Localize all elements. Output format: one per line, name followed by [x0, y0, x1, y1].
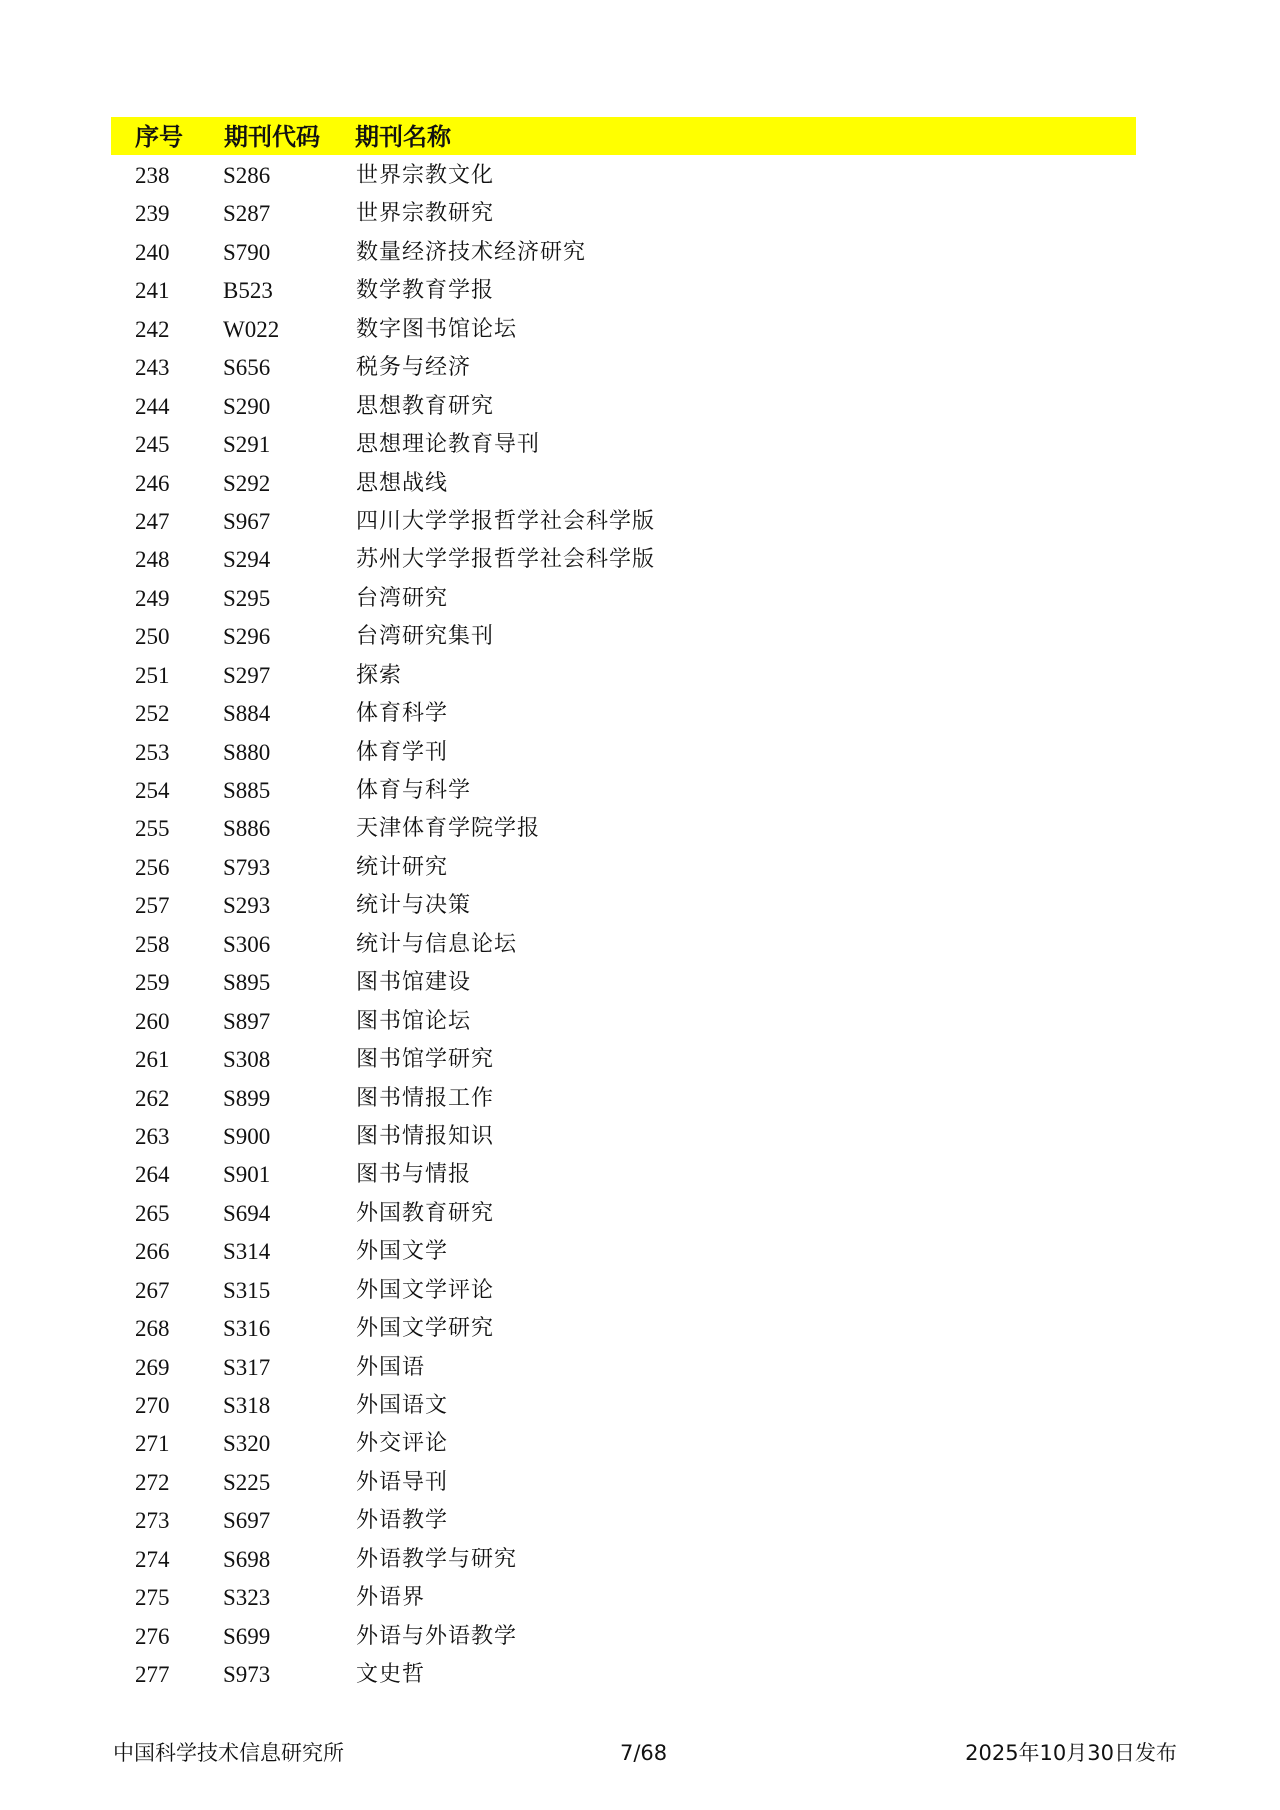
row-seq: 254	[135, 778, 170, 803]
row-code: S315	[223, 1277, 271, 1303]
row-seq: 243	[135, 355, 170, 381]
table-row	[111, 887, 1136, 925]
row-name: 图书情报工作	[356, 1085, 495, 1111]
row-name: 探索	[356, 662, 403, 688]
row-seq: 253	[135, 739, 170, 765]
table-row	[111, 1387, 1136, 1425]
row-seq: 257	[135, 893, 170, 919]
row-code: S884	[223, 701, 271, 727]
table-row	[111, 926, 1136, 964]
row-code: S286	[223, 163, 271, 188]
row-seq: 262	[135, 1085, 170, 1111]
row-name: 思想战线	[356, 470, 449, 496]
row-seq: 249	[135, 585, 170, 611]
table-row	[111, 580, 1136, 618]
row-name: 外国语文	[356, 1393, 449, 1418]
row-name: 外国语	[356, 1354, 426, 1380]
row-code: S293	[223, 893, 271, 919]
row-name: 数量经济技术经济研究	[356, 239, 587, 265]
row-name: 世界宗教文化	[356, 163, 495, 188]
row-seq: 241	[135, 278, 170, 304]
row-name: 统计与信息论坛	[356, 931, 518, 957]
row-seq: 261	[135, 1047, 170, 1073]
row-seq: 276	[135, 1623, 170, 1649]
row-seq: 240	[135, 239, 170, 265]
row-name: 数字图书馆论坛	[356, 316, 518, 342]
table-row	[111, 772, 1136, 810]
row-code: S699	[223, 1623, 271, 1649]
row-seq: 244	[135, 393, 170, 419]
row-name: 图书馆论坛	[356, 1008, 472, 1034]
row-seq: 247	[135, 508, 170, 534]
row-seq: 277	[135, 1662, 170, 1688]
table-row	[111, 1425, 1136, 1463]
table-row	[111, 1156, 1136, 1194]
table-row	[111, 388, 1136, 426]
row-code: S967	[223, 508, 271, 534]
row-code: S899	[223, 1085, 271, 1111]
table-row	[111, 234, 1136, 272]
row-name: 苏州大学学报哲学社会科学版	[356, 547, 656, 573]
row-code: S294	[223, 547, 271, 573]
row-name: 图书情报知识	[356, 1123, 495, 1149]
row-code: S973	[223, 1662, 271, 1688]
table-row	[111, 618, 1136, 656]
row-code: S790	[223, 239, 271, 265]
row-code: S306	[223, 931, 271, 957]
row-name: 四川大学学报哲学社会科学版	[356, 508, 656, 534]
row-seq: 273	[135, 1508, 170, 1534]
row-seq: 266	[135, 1239, 170, 1265]
table-row	[111, 465, 1136, 503]
row-code: S895	[223, 970, 271, 996]
row-seq: 259	[135, 970, 170, 996]
row-code: S225	[223, 1469, 271, 1495]
table-row	[111, 272, 1136, 310]
row-code: S697	[223, 1508, 271, 1534]
row-code: B523	[223, 278, 273, 304]
row-seq: 270	[135, 1393, 170, 1418]
row-seq: 274	[135, 1546, 170, 1572]
row-seq: 275	[135, 1585, 170, 1611]
row-name: 体育科学	[356, 701, 449, 727]
row-code: S793	[223, 854, 271, 880]
row-seq: 252	[135, 701, 170, 727]
row-name: 图书与情报	[356, 1162, 472, 1188]
row-code: S316	[223, 1316, 271, 1342]
row-code: S900	[223, 1123, 271, 1149]
row-code: S292	[223, 470, 271, 496]
row-name: 台湾研究集刊	[356, 624, 495, 650]
row-code: S317	[223, 1354, 271, 1380]
table-row	[111, 1349, 1136, 1387]
table-row	[111, 1195, 1136, 1233]
row-code: S886	[223, 816, 271, 842]
row-seq: 248	[135, 547, 170, 573]
row-code: S880	[223, 739, 271, 765]
row-code: S323	[223, 1585, 271, 1611]
row-seq: 245	[135, 432, 170, 458]
row-name: 外国教育研究	[356, 1200, 495, 1226]
row-seq: 269	[135, 1354, 170, 1380]
table-row	[111, 311, 1136, 349]
table-row	[111, 1310, 1136, 1348]
table-row	[111, 1656, 1136, 1694]
table-row	[111, 426, 1136, 464]
row-code: S296	[223, 624, 271, 650]
row-seq: 260	[135, 1008, 170, 1034]
row-seq: 239	[135, 201, 170, 227]
table-row	[111, 157, 1136, 195]
row-seq: 246	[135, 470, 170, 496]
row-name: 外国文学研究	[356, 1316, 495, 1342]
row-code: S295	[223, 585, 271, 611]
footer-publish-date: 2025年10月30日发布	[965, 1741, 1177, 1765]
table-row	[111, 1618, 1136, 1656]
footer-page-number: 7/68	[620, 1741, 668, 1765]
table-row	[111, 1233, 1136, 1271]
table-row	[111, 964, 1136, 1002]
table-row	[111, 195, 1136, 233]
row-code: S287	[223, 201, 271, 227]
table-row	[111, 1118, 1136, 1156]
table-row	[111, 849, 1136, 887]
row-name: 外交评论	[356, 1431, 449, 1457]
row-name: 外语教学	[356, 1508, 449, 1534]
row-seq: 258	[135, 931, 170, 957]
row-name: 图书馆建设	[356, 970, 472, 996]
row-seq: 263	[135, 1123, 170, 1149]
table-row	[111, 541, 1136, 579]
row-seq: 256	[135, 854, 170, 880]
row-seq: 242	[135, 316, 170, 342]
row-code: S308	[223, 1047, 271, 1073]
row-name: 外语界	[356, 1585, 426, 1611]
table-row	[111, 1502, 1136, 1540]
row-name: 数学教育学报	[356, 278, 495, 304]
table-row	[111, 810, 1136, 848]
table-row	[111, 349, 1136, 387]
row-name: 思想理论教育导刊	[356, 432, 541, 458]
row-code: S694	[223, 1200, 271, 1226]
journal-table-body	[111, 157, 1136, 1695]
row-code: S297	[223, 662, 271, 688]
row-seq: 264	[135, 1162, 170, 1188]
row-code: S897	[223, 1008, 271, 1034]
table-row	[111, 695, 1136, 733]
row-code: S885	[223, 778, 271, 803]
row-code: S291	[223, 432, 271, 458]
table-row	[111, 503, 1136, 541]
row-name: 天津体育学院学报	[356, 816, 541, 842]
table-row	[111, 1272, 1136, 1310]
row-name: 世界宗教研究	[356, 201, 495, 227]
row-name: 外国文学评论	[356, 1277, 495, 1303]
row-seq: 251	[135, 662, 170, 688]
row-code: S318	[223, 1393, 271, 1418]
table-row	[111, 1464, 1136, 1502]
table-row	[111, 1579, 1136, 1617]
row-seq: 267	[135, 1277, 170, 1303]
row-code: S901	[223, 1162, 271, 1188]
row-name: 统计研究	[356, 854, 449, 880]
row-code: S698	[223, 1546, 271, 1572]
row-seq: 271	[135, 1431, 170, 1457]
table-header	[111, 117, 1136, 155]
row-code: W022	[223, 316, 280, 342]
row-name: 台湾研究	[356, 585, 449, 611]
header-name: 期刊名称	[355, 123, 451, 151]
row-name: 外语导刊	[356, 1469, 449, 1495]
row-code: S320	[223, 1431, 271, 1457]
table-row	[111, 1080, 1136, 1118]
row-name: 税务与经济	[356, 355, 472, 381]
row-name: 体育与科学	[356, 778, 472, 803]
table-row	[111, 1541, 1136, 1579]
table-row	[111, 1003, 1136, 1041]
row-code: S314	[223, 1239, 271, 1265]
row-seq: 268	[135, 1316, 170, 1342]
row-name: 文史哲	[356, 1662, 426, 1688]
row-name: 统计与决策	[356, 893, 472, 919]
table-row	[111, 734, 1136, 772]
row-name: 图书馆学研究	[356, 1047, 495, 1073]
row-seq: 238	[135, 163, 170, 188]
row-code: S290	[223, 393, 271, 419]
row-code: S656	[223, 355, 271, 381]
footer-organization: 中国科学技术信息研究所	[113, 1741, 344, 1765]
row-name: 外语教学与研究	[356, 1546, 518, 1572]
row-name: 体育学刊	[356, 739, 449, 765]
row-seq: 272	[135, 1469, 170, 1495]
header-code: 期刊代码	[224, 123, 320, 151]
row-name: 外语与外语教学	[356, 1623, 518, 1649]
header-seq: 序号	[135, 123, 183, 151]
table-row	[111, 657, 1136, 695]
row-seq: 250	[135, 624, 170, 650]
row-seq: 255	[135, 816, 170, 842]
row-seq: 265	[135, 1200, 170, 1226]
row-name: 思想教育研究	[356, 393, 495, 419]
table-row	[111, 1041, 1136, 1079]
row-name: 外国文学	[356, 1239, 449, 1265]
